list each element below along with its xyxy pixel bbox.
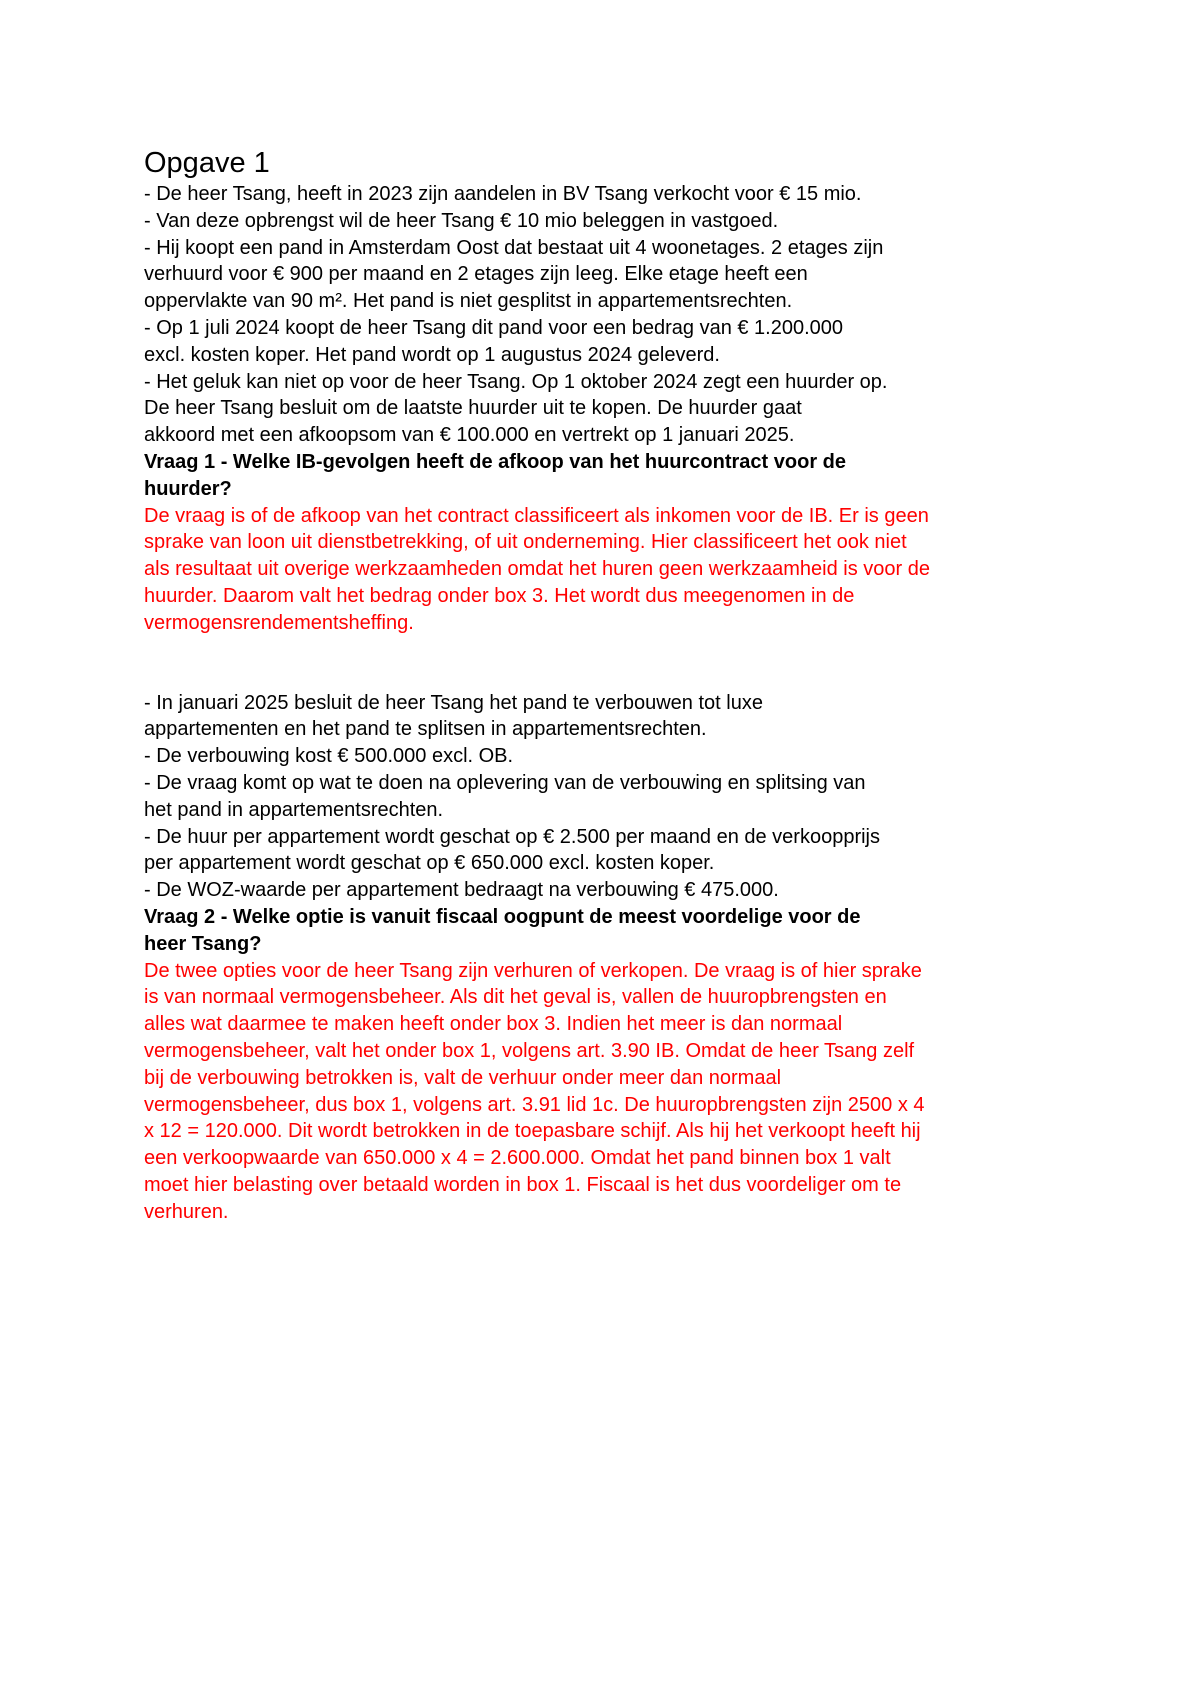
page-title: Opgave 1 <box>144 147 270 179</box>
answer-line: moet hier belasting over betaald worden in box 1. Fiscaal is het dus voordeliger om te <box>144 1173 902 1196</box>
answer-line: een verkoopwaarde van 650.000 x 4 = 2.600.000. Omdat het pand binnen box 1 valt <box>144 1147 891 1170</box>
intro-block <box>144 181 1084 449</box>
answer-1 <box>144 503 1084 637</box>
question-line: Vraag 1 - Welke IB-gevolgen heeft de afkoop van het huurcontract voor de <box>144 450 847 473</box>
paragraph-spacer <box>144 637 1084 690</box>
intro-line: verhuurd voor € 900 per maand en 2 etages zijn leeg. Elke etage heeft een <box>144 263 808 286</box>
question-2 <box>144 904 1084 958</box>
answer-line: x 12 = 120.000. Dit wordt betrokken in de toepasbare schijf. Als hij het verkoopt heeft hij <box>144 1120 921 1143</box>
answer-line: De vraag is of de afkoop van het contract classificeert als inkomen voor de IB. Er is geen <box>144 504 929 527</box>
answer-line: bij de verbouwing betrokken is, valt de verhuur onder meer dan normaal <box>144 1066 782 1089</box>
answer-line: verhuren. <box>144 1200 229 1223</box>
intro-line: excl. kosten koper. Het pand wordt op 1 augustus 2024 geleverd. <box>144 343 720 366</box>
answer-line: De twee opties voor de heer Tsang zijn verhuren of verkopen. De vraag is of hier sprake <box>144 959 922 982</box>
intro-line: akkoord met een afkoopsom van € 100.000 en vertrekt op 1 januari 2025. <box>144 424 795 447</box>
answer-line: vermogensbeheer, dus box 1, volgens art. 3.91 lid 1c. De huuropbrengsten zijn 2500 x 4 <box>144 1093 925 1116</box>
question-line: heer Tsang? <box>144 932 262 955</box>
answer-2 <box>144 958 1084 1226</box>
part2-line: per appartement wordt geschat op € 650.000 excl. kosten koper. <box>144 852 715 875</box>
part2-line: - In januari 2025 besluit de heer Tsang het pand te verbouwen tot luxe <box>144 691 763 714</box>
question-line: huurder? <box>144 477 232 500</box>
answer-line: vermogensrendementsheffing. <box>144 611 414 634</box>
answer-line: is van normaal vermogensbeheer. Als dit het geval is, vallen de huuropbrengsten en <box>144 986 887 1009</box>
answer-line: als resultaat uit overige werkzaamheden omdat het huren geen werkzaamheid is voor de <box>144 558 930 581</box>
intro-line: De heer Tsang besluit om de laatste huurder uit te kopen. De huurder gaat <box>144 397 802 420</box>
intro-line: - De heer Tsang, heeft in 2023 zijn aandelen in BV Tsang verkocht voor € 15 mio. <box>144 183 862 205</box>
answer-line: alles wat daarmee te maken heeft onder box 3. Indien het meer is dan normaal <box>144 1013 843 1036</box>
answer-line: vermogensbeheer, valt het onder box 1, volgens art. 3.90 IB. Omdat de heer Tsang zelf <box>144 1039 915 1062</box>
answer-line: huurder. Daarom valt het bedrag onder box 3. Het wordt dus meegenomen in de <box>144 584 855 607</box>
part2-line: - De WOZ-waarde per appartement bedraagt na verbouwing € 475.000. <box>144 879 779 902</box>
intro-line: - Op 1 juli 2024 koopt de heer Tsang dit pand voor een bedrag van € 1.200.000 <box>144 316 844 339</box>
intro-line: - Hij koopt een pand in Amsterdam Oost dat bestaat uit 4 woonetages. 2 etages zijn <box>144 236 884 259</box>
document-content <box>144 145 1084 1225</box>
intro-line: - Het geluk kan niet op voor de heer Tsang. Op 1 oktober 2024 zegt een huurder op. <box>144 370 888 393</box>
part2-line: - De vraag komt op wat te doen na oplevering van de verbouwing en splitsing van <box>144 771 866 794</box>
answer-line: sprake van loon uit dienstbetrekking, of uit onderneming. Hier classificeert het ook niet <box>144 531 907 554</box>
part2-line: het pand in appartementsrechten. <box>144 798 444 821</box>
part2-line: - De huur per appartement wordt geschat op € 2.500 per maand en de verkoopprijs <box>144 825 880 848</box>
question-1 <box>144 449 1084 503</box>
part-2-block <box>144 690 1084 904</box>
question-line: Vraag 2 - Welke optie is vanuit fiscaal oogpunt de meest voordelige voor de <box>144 905 861 928</box>
part2-line: appartementen en het pand te splitsen in appartementsrechten. <box>144 718 707 741</box>
intro-line: oppervlakte van 90 m². Het pand is niet gesplitst in appartementsrechten. <box>144 290 793 313</box>
part2-line: - De verbouwing kost € 500.000 excl. OB. <box>144 745 514 768</box>
intro-line: - Van deze opbrengst wil de heer Tsang € 10 mio beleggen in vastgoed. <box>144 209 779 232</box>
